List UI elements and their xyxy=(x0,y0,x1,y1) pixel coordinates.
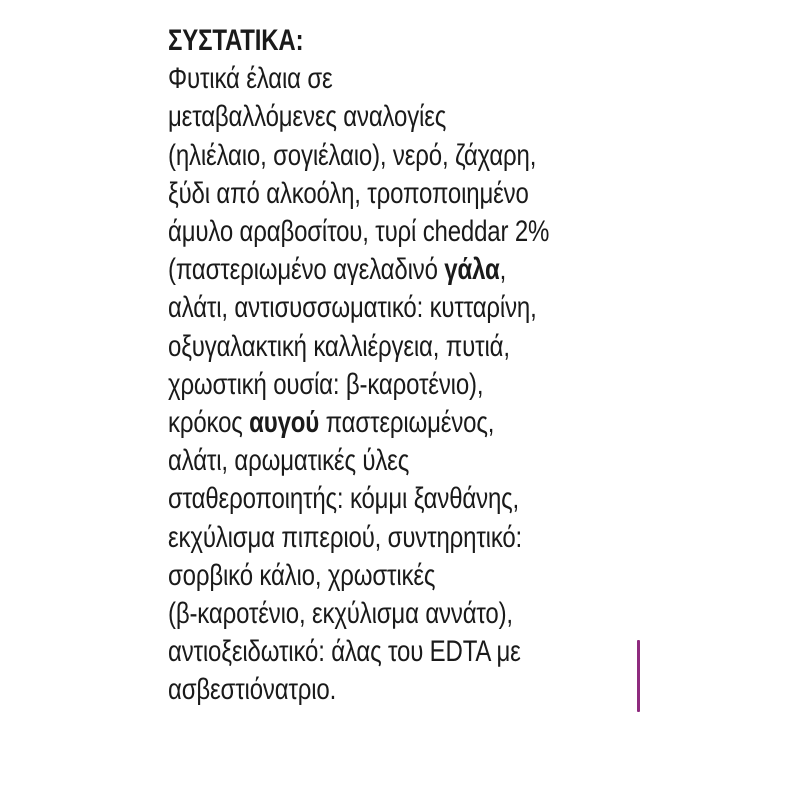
ingredient-line: αλάτι, αρωματικές ύλες xyxy=(168,444,410,478)
ingredient-line: (ηλιέλαιο, σογιέλαιο), νερό, ζάχαρη, xyxy=(168,138,537,172)
ingredient-line: εκχύλισμα πιπεριού, συντηρητικό: xyxy=(168,520,523,554)
ingredient-line: (β-καροτένιο, εκχύλισμα αννάτο), xyxy=(168,597,513,631)
ingredient-text: κρόκος xyxy=(168,406,250,440)
ingredient-line-allergen-egg xyxy=(168,404,664,442)
ingredient-line: μεταβαλλόμενες αναλογίες xyxy=(168,100,447,134)
ingredient-text: παστεριωμένος, xyxy=(319,406,495,440)
ingredient-line: ασβεστιόνατριο. xyxy=(168,673,337,707)
ingredient-text: , xyxy=(499,253,507,287)
ingredient-line: σταθεροποιητής: κόμμι ξανθάνης, xyxy=(168,482,520,516)
ingredient-line: αντιοξειδωτικό: άλας του EDTA με xyxy=(168,635,521,669)
ingredient-line: άμυλο αραβοσίτου, τυρί cheddar 2% xyxy=(168,215,550,249)
ingredient-line: σορβικό κάλιο, χρωστικές xyxy=(168,558,436,592)
allergen-egg: αυγού xyxy=(249,406,320,440)
package-edge-mark xyxy=(637,640,640,712)
ingredients-label xyxy=(168,22,664,710)
ingredient-line-allergen-milk xyxy=(168,251,664,289)
ingredients-title: ΣΥΣΤΑΤΙΚΑ: xyxy=(168,24,304,57)
ingredient-line: οξυγαλακτική καλλιέργεια, πυτιά, xyxy=(168,329,510,363)
ingredient-line: χρωστική ουσία: β-καροτένιο), xyxy=(168,367,484,401)
ingredient-line: Φυτικά έλαια σε xyxy=(168,62,333,96)
ingredient-line: ξύδι από αλκοόλη, τροποποιημένο xyxy=(168,176,529,210)
ingredient-line: αλάτι, αντισυσσωματικό: κυτταρίνη, xyxy=(168,291,537,325)
ingredient-text: (παστεριωμένο αγελαδινό xyxy=(168,253,445,287)
allergen-milk: γάλα xyxy=(444,253,500,287)
